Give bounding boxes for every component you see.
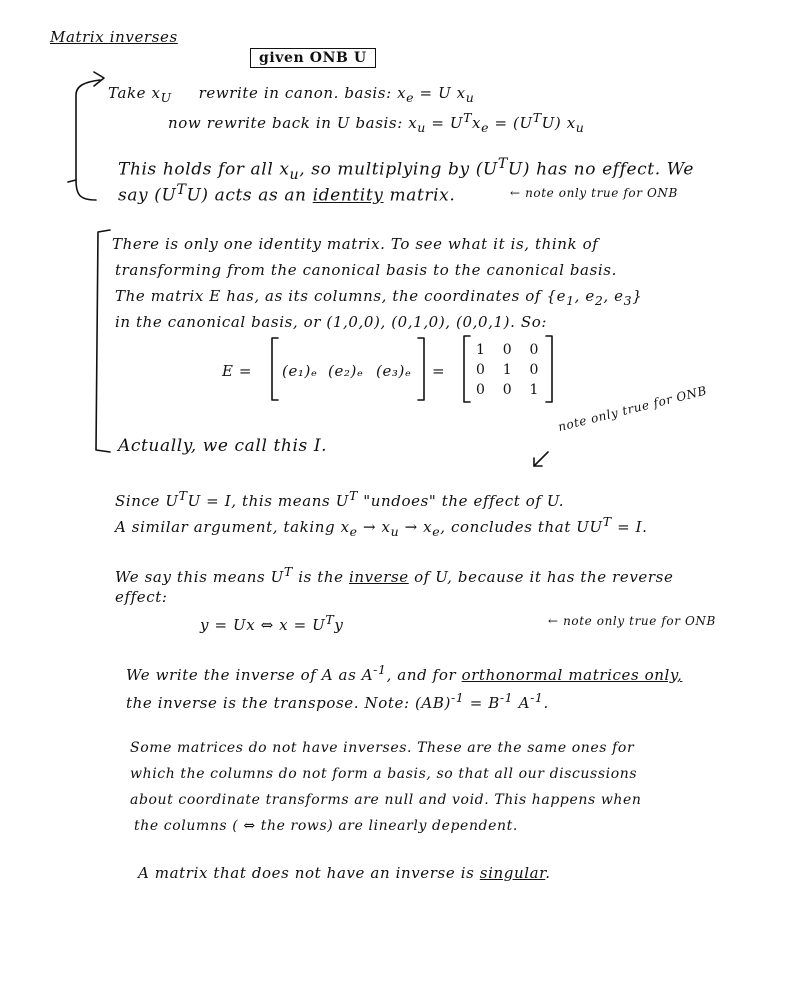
- line-we-write-inverse: We write the inverse of A as $A^{-1}$, and for orthonormal matrices only,: [126, 662, 683, 684]
- page-title: Matrix inverses: [50, 28, 178, 46]
- line-rewrite-back: now rewrite back in U basis: $x_u = U^Tx_e = (U^TU)$ $x_u$: [168, 110, 585, 135]
- identity-row-1: 1 0 0: [476, 342, 539, 358]
- line-since-utu: Since $U^TU = I$, this means $U^T$ "undoes" the effect of U.: [115, 488, 565, 510]
- e-col-3: (e₃)ₑ: [376, 362, 412, 380]
- e-col-2: (e₂)ₑ: [328, 362, 364, 380]
- note-only-true-onb-2: note only true for ONB: [556, 383, 709, 434]
- line-inverse-is-transpose: the inverse is the transpose. Note: $(AB)^{-1} = B^{-1}$ $A^{-1}$.: [126, 690, 549, 712]
- line-y-equals-ux: y = Ux ⇔ $x = U^Ty$: [200, 612, 344, 634]
- e-matrix-right-bracket: [418, 338, 424, 400]
- line-take-xu: Take $x_U$ rewrite in canon. basis: $x_e = U$ $x_u$: [108, 84, 475, 105]
- e-matrix-left-bracket: [272, 338, 278, 400]
- identity-row-3: 0 0 1: [476, 382, 539, 398]
- line-transforming: transforming from the canonical basis to the canonical basis.: [115, 261, 617, 279]
- line-this-holds: This holds for all $x_u$, so multiplying by $(U^TU)$ has no effect. We: [118, 156, 695, 184]
- line-actually-call-i: Actually, we call this I.: [118, 436, 328, 456]
- line-linearly-dependent: the columns ( ⇔ the rows) are linearly dependent.: [134, 818, 518, 834]
- e-matrix-label: E =: [222, 362, 253, 380]
- note-only-true-onb-3: ← note only true for ONB: [548, 614, 716, 628]
- line-only-one-identity: There is only one identity matrix. To see what it is, think of: [112, 235, 599, 253]
- note-arrow-line: [534, 452, 548, 466]
- line-some-matrices: Some matrices do not have inverses. These are the same ones for: [130, 740, 635, 756]
- line-we-say-inverse: We say this means $U^T$ is the inverse of U, because it has the reverse: [115, 564, 674, 586]
- line-coordinate-transforms: about coordinate transforms are null and void. This happens when: [130, 792, 642, 808]
- bracket-arrow-head: [94, 72, 104, 86]
- identity-matrix-left-bracket: [464, 336, 470, 402]
- line-similar-argument: A similar argument, taking $x_e \to x_u \to x_e$, concludes that $UU^T = I$.: [115, 514, 648, 539]
- line-singular: A matrix that does not have an inverse is singular.: [138, 864, 551, 882]
- line-matrix-e: The matrix E has, as its columns, the coordinates of {$e_1$, $e_2$, $e_3$}: [115, 287, 643, 308]
- identity-block-bracket: [96, 230, 110, 452]
- e-col-1: (e₁)ₑ: [282, 362, 318, 380]
- boxed-note-given-onb: given ONB U: [250, 48, 376, 68]
- bracket-arrow-curve: [76, 80, 100, 200]
- line-effect: effect:: [115, 588, 168, 606]
- line-canonical-basis-coords: in the canonical basis, or (1,0,0), (0,1,0), (0,0,1). So:: [115, 313, 547, 331]
- equals-sign: =: [432, 362, 446, 380]
- line-columns-not-basis: which the columns do not form a basis, so that all our discussions: [130, 766, 638, 782]
- identity-row-2: 0 1 0: [476, 362, 539, 378]
- line-acts-as-identity: say $(U^TU)$ acts as an identity matrix.: [118, 182, 456, 206]
- note-only-true-onb-1: ← note only true for ONB: [510, 186, 678, 200]
- identity-matrix-right-bracket: [546, 336, 552, 402]
